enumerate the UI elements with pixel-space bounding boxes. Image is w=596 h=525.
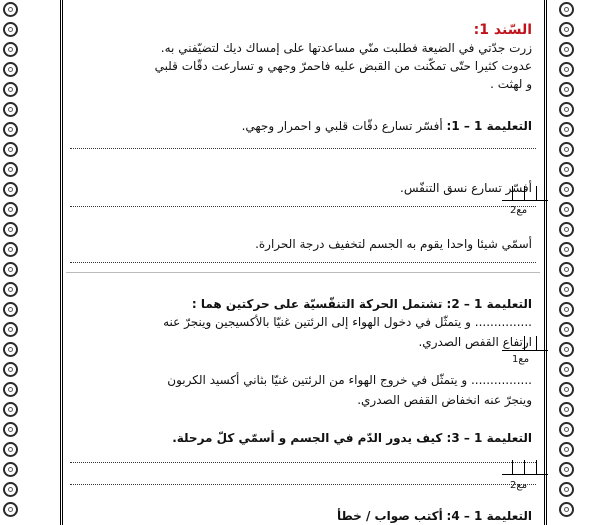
- ring-ornament: [559, 22, 574, 37]
- ring-ornament: [3, 462, 18, 477]
- ring-ornament: [3, 122, 18, 137]
- mark-tick: [536, 186, 537, 200]
- intro-line: عدوت كثيرا حتّى تمكّنت من القبض عليه فاحمرّ وجهي و تسارعت دقّات قلبي: [154, 59, 532, 73]
- ring-ornament: [559, 382, 574, 397]
- mark-line: [502, 474, 548, 475]
- question-1-2: التعليمة 1 – 2: تشتمل الحركة التنفّسيّة على حركتين هما :: [191, 297, 532, 311]
- intro-line: و لهثت .: [490, 77, 532, 91]
- decorative-border-left: [0, 0, 22, 525]
- ring-ornament: [3, 262, 18, 277]
- ring-ornament: [3, 162, 18, 177]
- ring-ornament: [559, 182, 574, 197]
- ring-ornament: [559, 362, 574, 377]
- question-line: وينجرّ عنه انخفاض القفص الصدري.: [357, 393, 532, 407]
- ring-ornament: [3, 502, 18, 517]
- mark-tick: [536, 336, 537, 350]
- ring-ornament: [3, 402, 18, 417]
- ring-ornament: [3, 62, 18, 77]
- ring-ornament: [3, 102, 18, 117]
- mark-tick: [524, 186, 525, 200]
- ring-ornament: [559, 502, 574, 517]
- ring-ornament: [559, 422, 574, 437]
- decorative-border-right: [556, 0, 578, 525]
- ring-ornament: [3, 302, 18, 317]
- ring-ornament: [3, 202, 18, 217]
- mark-tick: [524, 336, 525, 350]
- mark-label: مع1: [512, 354, 530, 365]
- ring-ornament: [559, 62, 574, 77]
- ring-ornament: [3, 322, 18, 337]
- ring-ornament: [3, 22, 18, 37]
- question-line: ............... و يتمثّل في دخول الهواء إلى الرئتين غنيّا بالأكسيجين وينجرّ عنه: [163, 315, 532, 329]
- ring-ornament: [3, 42, 18, 57]
- document-title: السّند 1:: [473, 22, 532, 38]
- ring-ornament: [3, 422, 18, 437]
- ring-ornament: [3, 182, 18, 197]
- mark-tick: [524, 460, 525, 474]
- ring-ornament: [559, 302, 574, 317]
- mark-label: مع2: [510, 205, 528, 216]
- question-item: أفسّر تسارع نسق التنفّس.: [400, 181, 532, 195]
- ring-ornament: [559, 402, 574, 417]
- question-label: التعليمة 1 – 1:: [446, 119, 532, 133]
- answer-line[interactable]: [70, 484, 536, 485]
- answer-line[interactable]: [70, 462, 536, 463]
- mark-tick: [512, 186, 513, 200]
- question-1-3: التعليمة 1 – 3: كيف يدور الدّم في الجسم و أسمّي كلّ مرحلة.: [172, 431, 532, 445]
- ring-ornament: [559, 202, 574, 217]
- ring-ornament: [3, 242, 18, 257]
- ring-ornament: [559, 2, 574, 17]
- ring-ornament: [559, 262, 574, 277]
- question-item: أسمّي شيئا واحدا يقوم به الجسم لتخفيف درجة الحرارة.: [255, 237, 532, 251]
- ring-ornament: [3, 382, 18, 397]
- answer-line[interactable]: [70, 148, 536, 149]
- ring-ornament: [3, 142, 18, 157]
- mark-label: مع2: [510, 480, 528, 491]
- ring-ornament: [559, 442, 574, 457]
- marks-column: [500, 0, 550, 525]
- mark-line: [502, 350, 548, 351]
- ring-ornament: [559, 242, 574, 257]
- ring-ornament: [3, 362, 18, 377]
- ring-ornament: [559, 482, 574, 497]
- ring-ornament: [559, 82, 574, 97]
- ring-ornament: [3, 342, 18, 357]
- ring-ornament: [559, 142, 574, 157]
- mark-tick: [536, 460, 537, 474]
- ring-ornament: [559, 42, 574, 57]
- ring-ornament: [559, 282, 574, 297]
- ring-ornament: [559, 342, 574, 357]
- ring-ornament: [3, 282, 18, 297]
- answer-line[interactable]: [70, 206, 536, 207]
- question-text: أكتب صواب / خطأ: [336, 509, 443, 523]
- question-label: التعليمة 1 – 4:: [446, 509, 532, 523]
- question-line: ارتفاع القفص الصدري.: [418, 335, 532, 349]
- intro-line: زرت جدّتي في الضيعة فطلبت منّي مساعدتها على إمساك ديك لتضيّفني به.: [160, 41, 532, 55]
- section-divider: [66, 272, 540, 273]
- question-text: أفسّر تسارع دقّات قلبي و احمرار وجهي.: [241, 119, 443, 133]
- question-1-1: [242, 118, 532, 134]
- ring-ornament: [559, 162, 574, 177]
- ring-ornament: [3, 82, 18, 97]
- ring-ornament: [559, 122, 574, 137]
- ring-ornament: [559, 322, 574, 337]
- ring-ornament: [559, 462, 574, 477]
- ring-ornament: [3, 222, 18, 237]
- answer-line[interactable]: [70, 262, 536, 263]
- ring-ornament: [3, 442, 18, 457]
- mark-tick: [512, 460, 513, 474]
- ring-ornament: [559, 102, 574, 117]
- exam-content: [66, 0, 540, 525]
- ring-ornament: [559, 222, 574, 237]
- question-line: ................ و يتمثّل في خروج الهواء من الرئتين غنيّا بثاني أكسيد الكربون: [167, 373, 532, 387]
- ring-ornament: [3, 2, 18, 17]
- mark-line: [502, 200, 548, 201]
- ring-ornament: [3, 482, 18, 497]
